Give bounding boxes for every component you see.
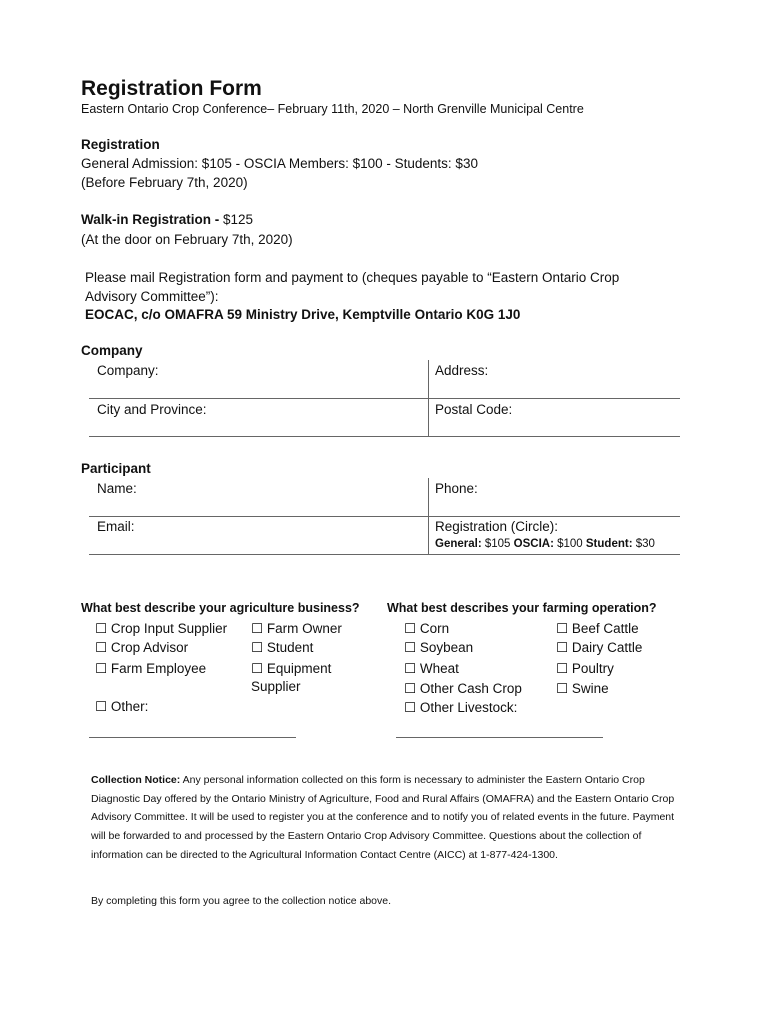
participant-heading: Participant — [81, 461, 151, 476]
checkbox-other-livestock[interactable]: ☐ Other Livestock: — [404, 700, 518, 715]
postal-code-label: Postal Code: — [435, 402, 513, 417]
company-bottom-border — [89, 436, 680, 437]
collection-notice-label: Collection Notice: — [91, 774, 181, 786]
email-label: Email: — [97, 519, 135, 534]
checkbox-other-business[interactable]: ☐ Other: — [95, 699, 149, 714]
checkbox-corn[interactable]: ☐ Corn — [404, 621, 450, 636]
company-label: Company: — [97, 363, 159, 378]
checkbox-beef-cattle[interactable]: ☐ Beef Cattle — [556, 621, 639, 636]
participant-bottom-border — [89, 554, 680, 555]
operation-question: What best describes your farming operation? — [387, 601, 657, 615]
general-option-price: $105 — [481, 538, 514, 550]
registration-fees: General Admission: $105 - OSCIA Members: $100 - Students: $30 — [81, 156, 478, 171]
oscia-option-label: OSCIA: — [513, 538, 554, 550]
registration-heading: Registration — [81, 137, 160, 152]
other-livestock-input-line[interactable] — [396, 737, 603, 738]
checkbox-poultry[interactable]: ☐ Poultry — [556, 661, 614, 676]
collection-notice-text: Any personal information collected on this form is necessary to administer the Eastern Ontario Crop Diagnostic Day offered by the Ontario Ministry of Agriculture, Food and Rural Affairs (OMAFRA) and the Eastern Ontario Crop Advisory Committee. It will be used to register you at the conference and to notify you of related events in the future. Payment will be forwarded to and processed by the Eastern Ontario Crop Advisory Committee. Questions about the collection of information can be directed to the Agricultural Information Contact Centre (AICC) at 1-877-424-1300. — [91, 774, 675, 861]
form-title: Registration Form — [81, 77, 262, 100]
checkbox-dairy-cattle[interactable]: ☐ Dairy Cattle — [556, 640, 643, 655]
general-option-label: General: — [435, 538, 482, 550]
equipment-supplier-label-continued: Supplier — [251, 679, 301, 694]
collection-notice — [91, 771, 691, 865]
registration-deadline: (Before February 7th, 2020) — [81, 175, 248, 190]
phone-label: Phone: — [435, 481, 478, 496]
agreement-statement: By completing this form you agree to the collection notice above. — [91, 895, 391, 907]
walkin-heading: Walk-in Registration - — [81, 212, 220, 227]
checkbox-other-cash-crop[interactable]: ☐ Other Cash Crop — [404, 681, 522, 696]
address-label: Address: — [435, 363, 489, 378]
mail-instructions-line2: Advisory Committee”): — [85, 289, 219, 304]
walkin-line — [81, 212, 253, 227]
mail-address: EOCAC, c/o OMAFRA 59 Ministry Drive, Kemptville Ontario K0G 1J0 — [85, 307, 521, 322]
registration-options — [435, 538, 655, 550]
checkbox-crop-advisor[interactable]: ☐ Crop Advisor — [95, 640, 189, 655]
checkbox-soybean[interactable]: ☐ Soybean — [404, 640, 474, 655]
walkin-note: (At the door on February 7th, 2020) — [81, 232, 293, 247]
checkbox-farm-employee[interactable]: ☐ Farm Employee — [95, 661, 207, 676]
other-business-input-line[interactable] — [89, 737, 296, 738]
company-heading: Company — [81, 343, 143, 358]
walkin-price: $125 — [219, 212, 254, 227]
company-row-divider — [89, 398, 680, 399]
city-province-label: City and Province: — [97, 402, 207, 417]
name-label: Name: — [97, 481, 137, 496]
checkbox-crop-input-supplier[interactable]: ☐ Crop Input Supplier — [95, 621, 228, 636]
checkbox-wheat[interactable]: ☐ Wheat — [404, 661, 459, 676]
student-option-price: $30 — [632, 538, 655, 550]
checkbox-farm-owner[interactable]: ☐ Farm Owner — [251, 621, 342, 636]
checkbox-swine[interactable]: ☐ Swine — [556, 681, 609, 696]
checkbox-equipment-supplier[interactable]: ☐ Equipment — [251, 661, 332, 676]
checkbox-student[interactable]: ☐ Student — [251, 640, 314, 655]
student-option-label: Student: — [585, 538, 633, 550]
mail-instructions-line1: Please mail Registration form and payment to (cheques payable to “Eastern Ontario Crop — [85, 270, 620, 285]
registration-circle-label: Registration (Circle): — [435, 519, 559, 534]
oscia-option-price: $100 — [553, 538, 586, 550]
form-subtitle: Eastern Ontario Crop Conference– February 11th, 2020 – North Grenville Municipal Centre — [81, 102, 584, 116]
business-question: What best describe your agriculture business? — [81, 601, 360, 615]
participant-row-divider — [89, 516, 680, 517]
